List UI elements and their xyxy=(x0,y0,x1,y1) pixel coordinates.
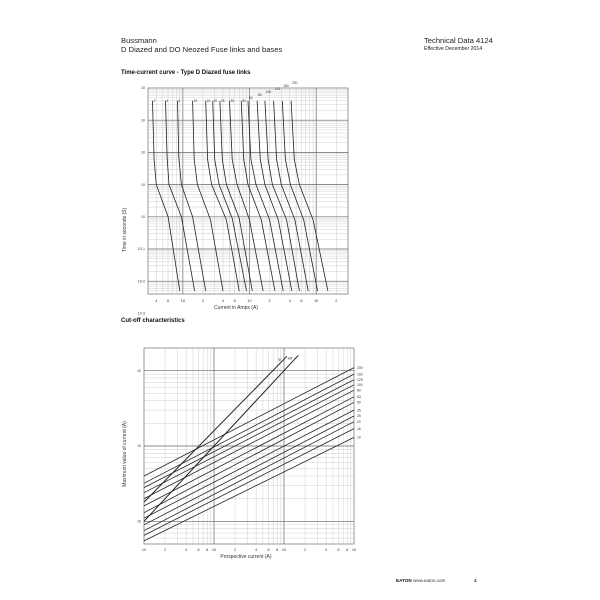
footer-brand: EATON xyxy=(396,578,412,583)
x-decade-label: 10 xyxy=(281,548,287,552)
cutoff-curve-label: 16 xyxy=(357,426,361,431)
curve-200a xyxy=(291,101,328,291)
x-decade-label: 10 xyxy=(351,548,357,552)
x-tick-label: 4 xyxy=(185,548,188,552)
x-tick-label: 6 xyxy=(197,548,200,552)
cutoff-curve-125a xyxy=(144,380,354,488)
cut-off-xlabel: Prospective current (A) xyxy=(220,554,272,560)
cutoff-curve-label: 25 xyxy=(357,414,361,419)
document-title: D Diazed and DO Neozed Fuse links and bases xyxy=(121,45,283,54)
technical-data-number: 4124 xyxy=(475,36,493,45)
x-tick-label: 8 xyxy=(276,548,279,552)
x-tick-label: 2 xyxy=(234,548,237,552)
cutoff-curve-label: 160 xyxy=(357,372,363,377)
x-tick-label: 10 xyxy=(314,299,319,303)
curve-label: 80 xyxy=(258,93,262,97)
y-tick-label: 10 xyxy=(137,519,141,524)
cutoff-curve-label: 50 xyxy=(357,400,361,405)
curve-label: 16 xyxy=(206,99,211,103)
time-current-curves xyxy=(153,101,328,291)
curve-label: 125 xyxy=(274,87,280,91)
cutoff-curve-label: 200 xyxy=(357,365,363,370)
x-tick-label: 10 xyxy=(180,299,185,303)
x-tick-label: 4 xyxy=(288,299,291,303)
curve-label: 6 xyxy=(178,99,181,103)
brand-name: Bussmann xyxy=(121,36,157,45)
cutoff-curve-label: 100 xyxy=(357,382,363,387)
page-number: 4 xyxy=(474,578,477,583)
technical-data-line xyxy=(424,36,493,45)
curve-label: 100 xyxy=(265,90,272,94)
y-tick-label: 10 xyxy=(141,86,145,91)
x-tick-label: 2 xyxy=(268,299,271,303)
x-tick-label: 10 xyxy=(247,299,252,303)
curve-label: 35 xyxy=(230,99,235,103)
cut-off-title: Cut-off characteristics xyxy=(121,318,185,324)
y-tick-label: 10 xyxy=(137,444,141,449)
curve-80a xyxy=(257,101,292,291)
curve-4a xyxy=(166,101,195,291)
curve-10a xyxy=(193,101,223,291)
curve-50a xyxy=(241,101,275,291)
time-current-ylabel: Time in seconds (S) xyxy=(122,207,128,253)
y-tick-label: 10 xyxy=(137,368,141,373)
y-tick-label: 10 xyxy=(141,118,145,123)
cutoff-curve-label: 125 xyxy=(357,377,363,382)
curve-label: 160 xyxy=(283,84,289,88)
cutoff-curve-label: 10 xyxy=(357,435,361,440)
header-right xyxy=(424,36,493,54)
curve-label: 50 xyxy=(242,99,246,103)
x-tick-label: 6 xyxy=(233,299,236,303)
curve-label: 25 xyxy=(220,99,225,103)
x-tick-label: 6 xyxy=(167,299,170,303)
x-tick-label: 2 xyxy=(164,548,167,552)
x-tick-label: 6 xyxy=(300,299,303,303)
time-current-title: Time-current curve - Type D Diazed fuse links xyxy=(121,70,251,76)
curve-16a xyxy=(206,101,240,291)
curve-25a xyxy=(220,101,252,291)
limit-line-label: Ip xyxy=(278,357,281,362)
x-tick-label: 2 xyxy=(304,548,307,552)
y-tick-label: 10 xyxy=(141,214,145,219)
x-tick-label: 2 xyxy=(335,299,338,303)
time-current-xlabel: Current in Amps (A) xyxy=(214,305,258,311)
x-tick-label: 2 xyxy=(201,299,204,303)
cutoff-curve-200a xyxy=(144,368,354,476)
y-tick-label: 10 xyxy=(141,182,145,187)
x-tick-label: 6 xyxy=(267,548,270,552)
footer-brand-line xyxy=(396,578,445,583)
cutoff-curve-160a xyxy=(144,374,354,483)
curve-125a xyxy=(274,101,309,291)
x-tick-label: 8 xyxy=(206,548,209,552)
cut-off-ylabel: Maximum value of current (A) xyxy=(122,421,128,487)
curve-label: 2 xyxy=(153,99,156,103)
cut-off-curves xyxy=(144,355,354,541)
cutoff-curve-35a xyxy=(144,410,354,518)
header-left xyxy=(121,36,282,54)
time-current-chart xyxy=(118,80,358,316)
footer-url[interactable]: www.eaton.com xyxy=(412,578,446,583)
x-tick-label: 6 xyxy=(337,548,340,552)
cut-off-chart xyxy=(118,344,378,566)
technical-data-label: Technical Data xyxy=(424,36,474,45)
x-tick-label: 4 xyxy=(255,548,258,552)
x-tick-label: 4 xyxy=(325,548,328,552)
curve-label: 200 xyxy=(292,81,298,85)
effective-date: Effective December 2014 xyxy=(424,46,483,52)
curve-label: 20 xyxy=(213,99,218,103)
cutoff-curve-label: 35 xyxy=(357,408,361,413)
x-decade-label: 10 xyxy=(211,548,217,552)
y-tick-label: 10-1 xyxy=(137,247,145,252)
curve-63a xyxy=(248,101,283,291)
x-tick-label: 8 xyxy=(346,548,349,552)
curve-label: 4 xyxy=(166,99,169,103)
cutoff-curve-label: 20 xyxy=(357,419,361,424)
x-decade-label: 10 xyxy=(141,548,147,552)
x-tick-label: 4 xyxy=(155,299,158,303)
curve-160a xyxy=(282,101,317,291)
cutoff-curve-label: 63 xyxy=(357,394,361,399)
y-tick-label: 10-3 xyxy=(137,311,145,316)
limit-line-ip xyxy=(144,356,287,502)
y-tick-label: 10 xyxy=(141,150,145,155)
cutoff-curve-label: 80 xyxy=(357,388,361,393)
curve-label: 63 xyxy=(249,96,253,100)
x-tick-label: 4 xyxy=(221,299,225,303)
y-tick-label: 10-2 xyxy=(137,279,145,284)
cut-off-labels xyxy=(137,356,363,552)
curve-label: 10 xyxy=(193,99,198,103)
limit-line-label: Ieff xyxy=(287,356,293,361)
